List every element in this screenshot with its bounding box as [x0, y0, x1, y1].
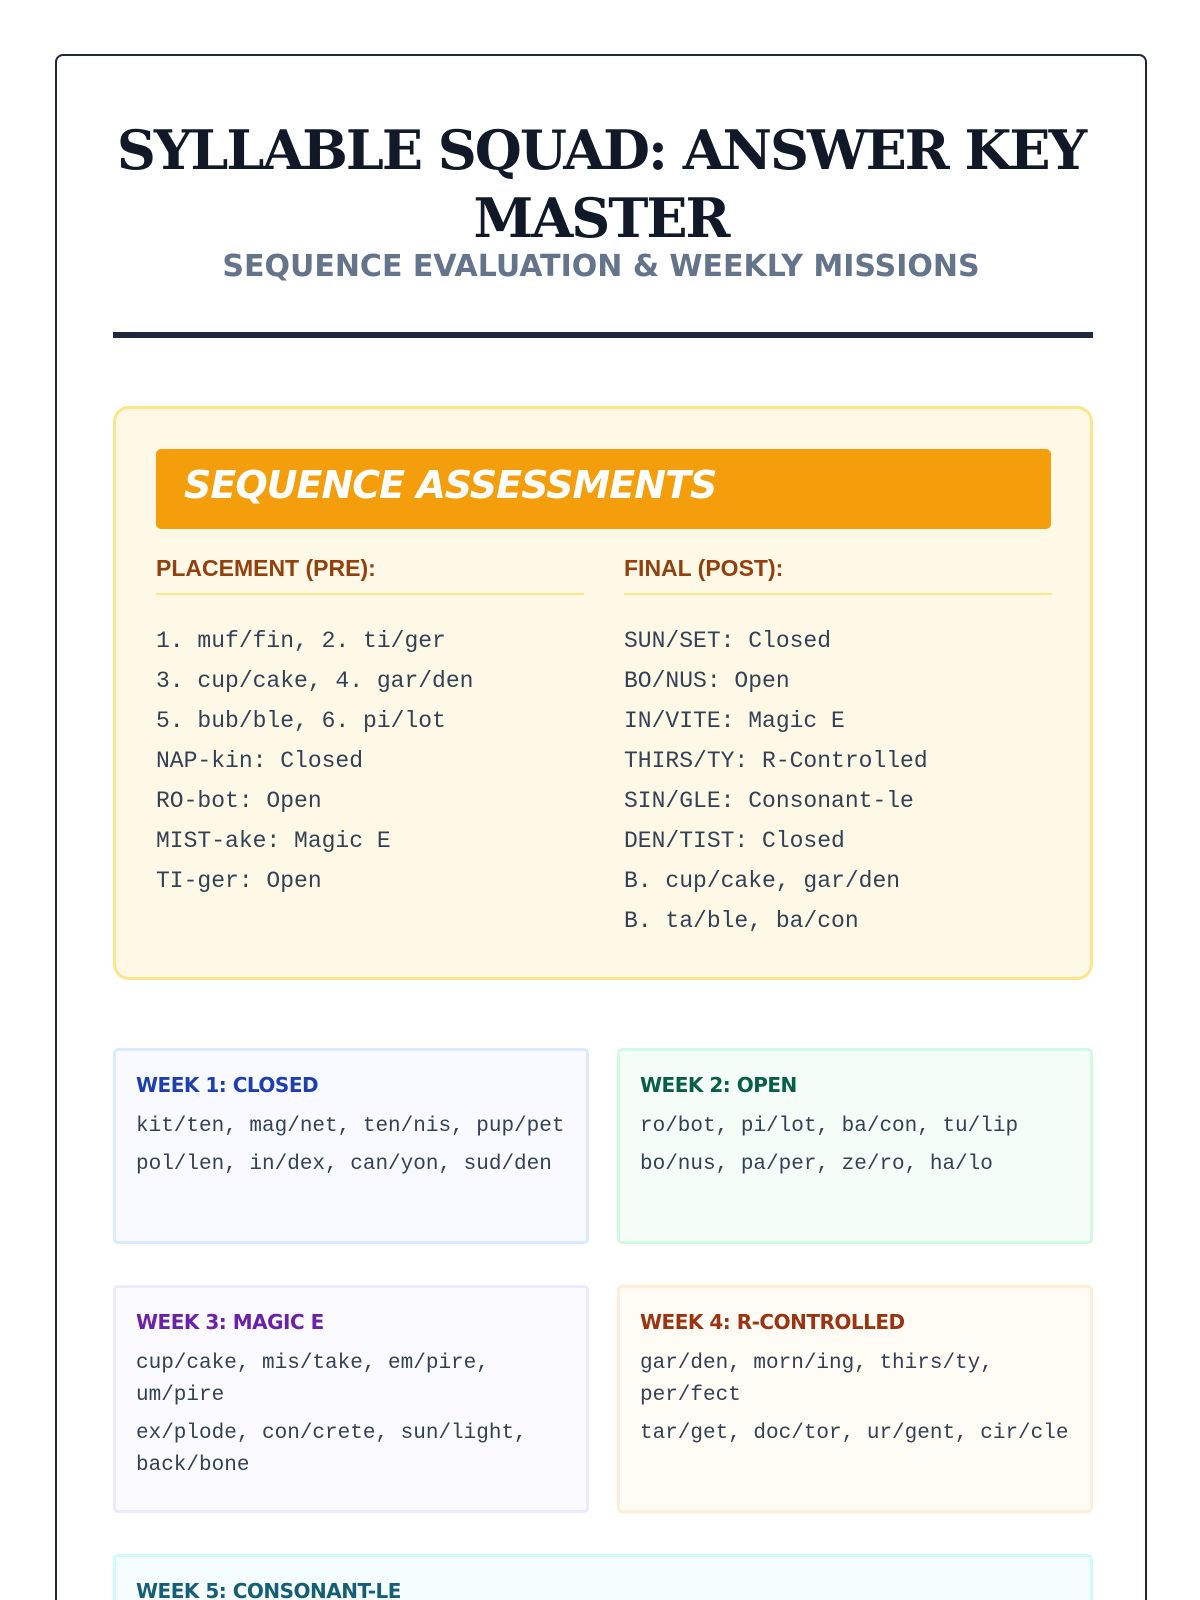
page-title: SYLLABLE SQUAD: ANSWER KEY MASTER — [116, 118, 1086, 250]
week-2-heading: WEEK 2: OPEN — [640, 1073, 797, 1097]
final-heading: FINAL (POST): — [624, 555, 1052, 595]
answer-line: THIRS/TY: R-Controlled — [624, 748, 928, 774]
week-1-heading: WEEK 1: CLOSED — [136, 1073, 319, 1097]
placement-heading: PLACEMENT (PRE): — [156, 555, 584, 595]
answer-line: RO-bot: Open — [156, 788, 322, 814]
answer-line: NAP-kin: Closed — [156, 748, 364, 774]
week-3-card — [113, 1285, 589, 1513]
assessments-banner-label: SEQUENCE ASSESSMENTS — [184, 463, 717, 507]
answer-line: DEN/TIST: Closed — [624, 828, 845, 854]
answer-line: 3. cup/cake, 4. gar/den — [156, 668, 474, 694]
answer-line: MIST-ake: Magic E — [156, 828, 391, 854]
word-list-line: bo/nus, pa/per, ze/ro, ha/lo — [640, 1153, 993, 1176]
final-column — [624, 555, 1052, 941]
placement-column — [156, 555, 584, 901]
final-answers — [624, 621, 1052, 941]
answer-line: B. ta/ble, ba/con — [624, 908, 859, 934]
word-list-line: gar/den, morn/ing, thirs/ty, per/fect — [640, 1352, 993, 1407]
answer-line: 5. bub/ble, 6. pi/lot — [156, 708, 446, 734]
title-divider — [113, 332, 1093, 338]
word-list-line: ro/bot, pi/lot, ba/con, tu/lip — [640, 1115, 1019, 1138]
placement-answers — [156, 621, 584, 901]
week-2-card — [617, 1048, 1093, 1244]
answer-line: SIN/GLE: Consonant-le — [624, 788, 914, 814]
answer-line: B. cup/cake, gar/den — [624, 868, 901, 894]
week-4-card — [617, 1285, 1093, 1513]
word-list-line: ex/plode, con/crete, sun/light, back/bone — [136, 1422, 527, 1477]
word-list-line: cup/cake, mis/take, em/pire, um/pire — [136, 1352, 489, 1407]
answer-key-sheet — [55, 54, 1147, 1600]
assessments-banner — [156, 449, 1051, 529]
page-subtitle: SEQUENCE EVALUATION & WEEKLY MISSIONS — [222, 249, 980, 284]
week-1-card — [113, 1048, 589, 1244]
week-5-heading: WEEK 5: CONSONANT-LE — [136, 1579, 401, 1600]
sequence-assessments-panel — [113, 406, 1093, 980]
week-3-heading: WEEK 3: MAGIC E — [136, 1310, 324, 1334]
word-list-line: tar/get, doc/tor, ur/gent, cir/cle — [640, 1422, 1069, 1445]
word-list-line: kit/ten, mag/net, ten/nis, pup/pet — [136, 1115, 565, 1138]
week-4-heading: WEEK 4: R-CONTROLLED — [640, 1310, 905, 1334]
answer-line: SUN/SET: Closed — [624, 628, 832, 654]
answer-line: TI-ger: Open — [156, 868, 322, 894]
word-list-line: pol/len, in/dex, can/yon, sud/den — [136, 1153, 552, 1176]
answer-line: 1. muf/fin, 2. ti/ger — [156, 628, 446, 654]
answer-line: BO/NUS: Open — [624, 668, 790, 694]
answer-line: IN/VITE: Magic E — [624, 708, 845, 734]
week-5-card — [113, 1554, 1093, 1600]
